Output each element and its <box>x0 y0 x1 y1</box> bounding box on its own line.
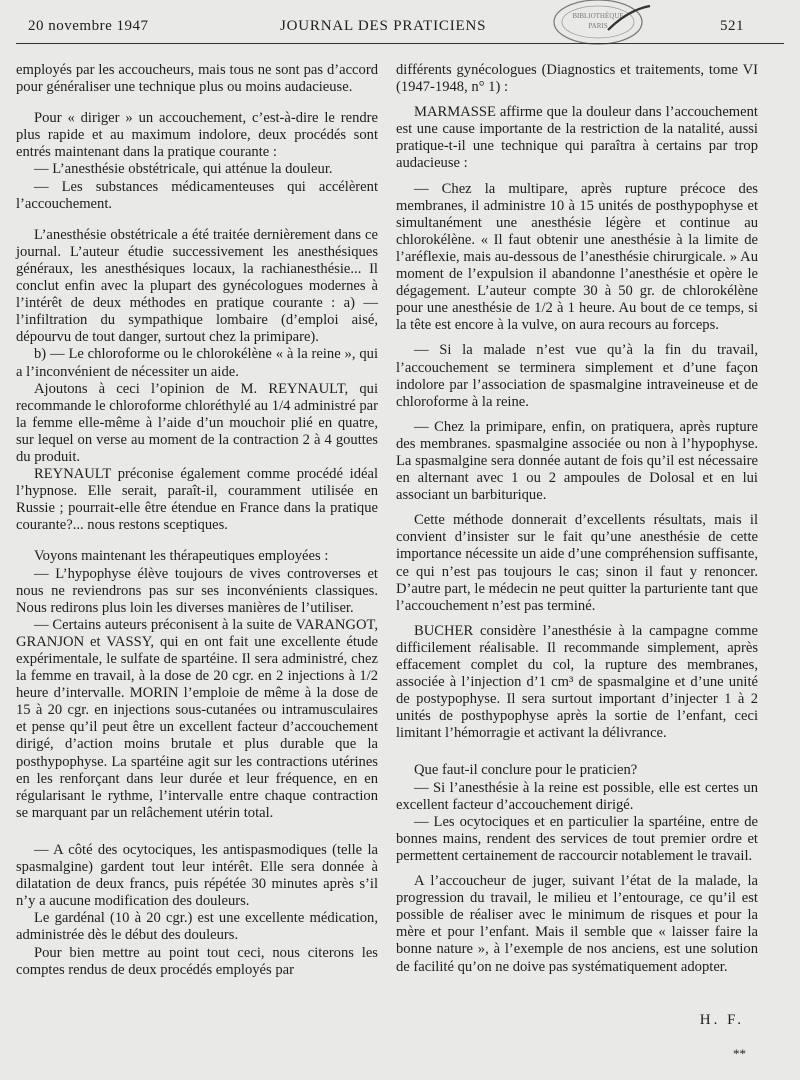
end-mark: ** <box>733 1046 746 1061</box>
paragraph: Pour bien mettre au point tout ceci, nous citerons les comptes rendus de deux procédés employés par <box>16 944 378 978</box>
paragraph: Cette méthode donnerait d’excellents résultats, mais il convient d’insister sur le fait qu’une anesthésie de cette importance nécessite un aide d’une compréhension suffisante, ce qui n’est pas toujours le cas; sinon il faut y renoncer. D’autre part, le médecin ne peut quitter la parturiente tant que l’accouchement n’est pas terminé. <box>396 512 758 614</box>
paragraph: — Si l’anesthésie à la reine est possible, elle est certes un excellent facteur d’accouchement dirigé. <box>396 779 758 813</box>
paragraph: REYNAULT préconise également comme procédé idéal l’hypnose. Elle serait, paraît-il, couramment utilisée en Russie ; pourrait-elle être étendue en France dans la pratique courante?... nous restons sceptiques. <box>16 466 378 534</box>
paragraph: — Les ocytociques et en particulier la spartéine, entre de bonnes mains, rendent des services de tout premier ordre et permettent certainement de raccourcir notablement le travail. <box>396 813 758 864</box>
svg-text:BIBLIOTHÈQUE: BIBLIOTHÈQUE <box>572 12 624 20</box>
right-column <box>396 62 758 976</box>
left-column <box>16 62 378 979</box>
paragraph: Ajoutons à ceci l’opinion de M. REYNAULT, qui recommande le chloroforme chloréthylé au 1/4 administré par la femme elle-même à l’aide d’un mouchoir plié en quatre, sur lequel on verse au moment de la contraction 2 à 4 gouttes du produit. <box>16 380 378 465</box>
header-journal-title: JOURNAL DES PRATICIENS <box>280 18 487 34</box>
paragraph: — Certains auteurs préconisent à la suite de VARANGOT, GRANJON et VASSY, qui en ont fait une excellente étude expérimentale, le sulfate de spartéine. Il sera administré, chez la femme en travail, à la dose de 20 cgr. en 2 injections à 1/2 heure d’intervalle. MORIN l’emploie de même à la dose de 15 à 20 cgr. en injections sous-cutanées ou intramusculaires et pense qu’il peut être un excellent facteur d’accouchement dirigé, d’action moins brutale et plus durable que la posthypophyse. La spartéine agit sur les contractions utérines en les renforçant dans leur durée et leur fréquence, en en régularisant le rythme, l’intervalle entre chaque contraction se marquant par un relâchement utérin total. <box>16 616 378 821</box>
paragraph: Le gardénal (10 à 20 cgr.) est une excellente médication, administrée dès le début des douleurs. <box>16 910 378 944</box>
paragraph: — Les substances médicamenteuses qui accélèrent l’accouchement. <box>16 178 378 212</box>
paragraph: — Si la malade n’est vue qu’à la fin du travail, l’accouchement se terminera simplement et d’une façon indolore par l’association de spasmalgine intraveineuse et de chloroforme à la reine. <box>396 342 758 410</box>
paragraph: — L’hypophyse élève toujours de vives controverses et nous ne reviendrons pas sur ses inconvénients classiques. Nous redirons plus loin les diverses manières de l’utiliser. <box>16 565 378 616</box>
header-rule <box>16 43 784 44</box>
paragraph: — Chez la primipare, enfin, on pratiquera, après rupture des membranes. spasmalgine associée ou non à l’hypophyse. La spasmalgine sera donnée autant de fois qu’il est nécessaire en alternant avec 1 ou 2 ampoules de Dolosal et en lui associant un barbiturique. <box>396 418 758 504</box>
paragraph: Voyons maintenant les thérapeutiques employées : <box>34 548 329 565</box>
author-signature: H. F. <box>699 1012 744 1028</box>
paragraph: BUCHER considère l’anesthésie à la campagne comme difficilement réalisable. Il recommande simplement, après effacement complet du col, la rupture des membranes, associée à l’injection d’1 cm³ de spasmalgine et d’une unité de postypophyse. Il sera surtout important d’injecter 1 à 2 unités de posthypophyse après la sortie de l’enfant, ceci limitant l’hémorragie et activant la délivrance. <box>396 622 758 742</box>
paragraph: — A côté des ocytociques, les antispasmodiques (telle la spasmalgine) gardent tout leur intérêt. Elle sera donnée à dilatation de deux francs, puis répétée 30 minutes après s’il n’y a aucune modification des douleurs. <box>16 841 378 910</box>
paragraph: MARMASSE affirme que la douleur dans l’accouchement est une cause importante de la restriction de la natalité, aussi pratique-t-il une technique qui paraîtra à certains par trop audacieuse : <box>396 104 758 172</box>
paragraph: L’anesthésie obstétricale a été traitée dernièrement dans ce journal. L’auteur étudie successivement les anesthésiques généraux, les anesthésiques locaux, la rachianesthésie... Il conclut enfin avec la plupart des gynécologues modernes à l’intérêt de deux méthodes en pratique courante : a) — l’infiltration du sympathique lombaire (d’emploi aisé, dépourvu de tout danger, surtout chez la primipare). <box>16 226 378 346</box>
paragraph: employés par les accoucheurs, mais tous ne sont pas d’accord pour généraliser une technique plus ou moins audacieuse. <box>16 62 378 96</box>
paragraph: Que faut-il conclure pour le praticien? <box>414 762 638 779</box>
paragraph: Pour « diriger » un accouchement, c’est-à-dire le rendre plus rapide et au maximum indolore, deux procédés sont entrés maintenant dans la pratique courante : <box>16 110 378 161</box>
paragraph: — L’anesthésie obstétricale, qui atténue la douleur. <box>34 161 333 178</box>
header-date: 20 novembre 1947 <box>28 18 149 34</box>
paragraph: A l’accoucheur de juger, suivant l’état de la malade, la progression du travail, le milieu et l’entourage, ce qu’il est possible de réaliser avec le minimum de risques et pour la mère et pour l’enfant. Mais il semble que « laisser faire la bonne nature », à l’exemple de nos anciens, est une solution de facilité qu’on ne doive pas systématiquement adopter. <box>396 873 758 975</box>
paragraph: — Chez la multipare, après rupture précoce des membranes, il administre 10 à 15 unités de posthypophyse et simultanément une anesthésie légère et continue au chlorokélène. « Il faut obtenir une anesthésie à la limite de l’aréflexie, mais au-dessous de l’anesthésie chirurgicale. » Au moment de l’expulsion il abandonne l’anesthésie et opère le dégagement. L’auteur compte 30 à 50 gr. de chlorokélène pour une anesthésie de 1/2 à 1 heure. Au bout de ce temps, si la tête est encore à la vulve, on aura recours au forceps. <box>396 180 758 334</box>
svg-text:PARIS: PARIS <box>588 22 608 30</box>
paragraph: différents gynécologues (Diagnostics et traitements, tome VI (1947-1948, n° 1) : <box>396 62 758 96</box>
header-page-number: 521 <box>720 18 744 34</box>
page-header <box>28 16 776 40</box>
paragraph: b) — Le chloroforme ou le chlorokélène « à la reine », qui a l’inconvénient de nécessiter un aide. <box>16 346 378 380</box>
